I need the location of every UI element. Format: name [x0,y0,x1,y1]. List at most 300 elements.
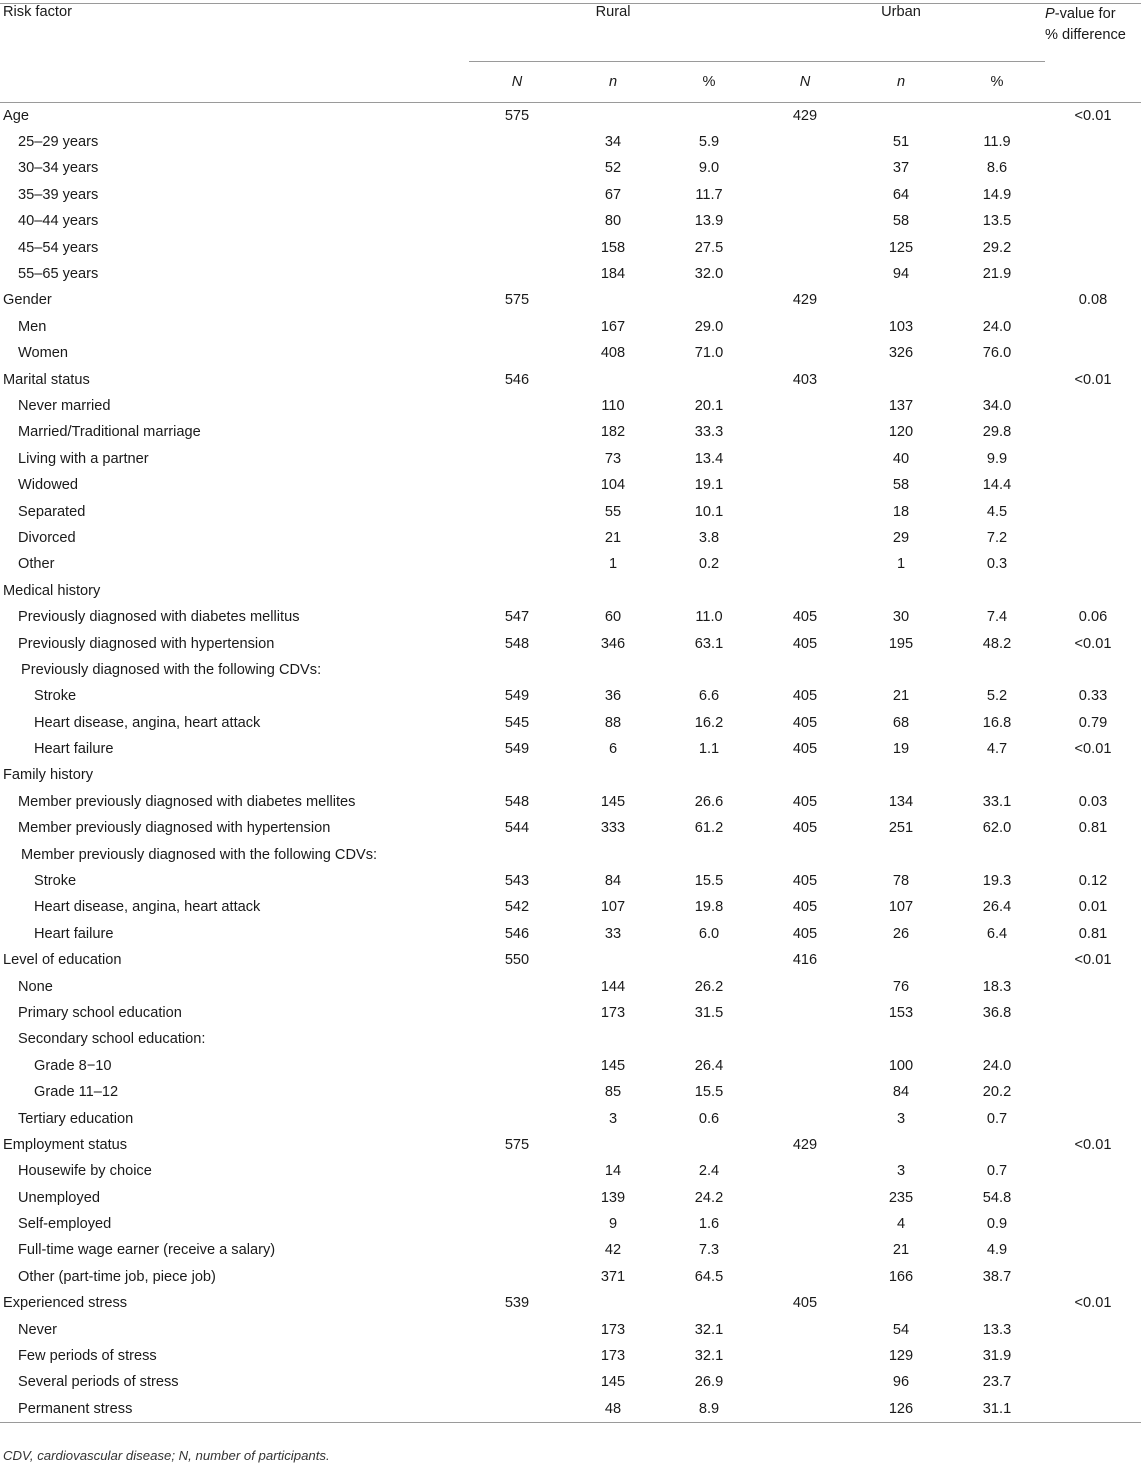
cell-risk-factor: 55–65 years [18,266,99,283]
cell-rural-pct: 8.9 [698,1400,720,1417]
cell-rural-N [469,155,565,181]
cell-pvalue [1045,1343,1141,1369]
cell-rural-n: 144 [600,978,626,995]
cell-rural-n [565,1026,661,1052]
cell-pvalue [1045,841,1141,867]
cell-risk-factor: Member previously diagnosed with the following CDVs: [21,846,378,863]
cell-urban-pct: 11.9 [983,134,1011,151]
table-section-row [0,1132,1141,1158]
cell-urban-N [757,129,853,155]
cell-urban-n: 107 [888,899,914,916]
cell-urban-pct: 20.2 [982,1084,1012,1101]
header-risk-factor: Risk factor [3,4,72,20]
cell-rural-N: 549 [504,688,530,705]
cell-risk-factor: Grade 11–12 [34,1084,119,1101]
cell-urban-n: 96 [892,1374,910,1391]
cell-urban-pct: 29.2 [982,239,1012,256]
table-section-row [0,578,1141,604]
table-section-row [0,1290,1141,1316]
cell-risk-factor: Age [3,107,29,124]
cell-pvalue [1045,1185,1141,1211]
cell-rural-n: 6 [608,741,618,758]
cell-urban-pct [949,1026,1045,1052]
cell-rural-N: 543 [504,873,530,890]
table-row [0,1000,1141,1026]
cell-urban-N: 429 [792,107,818,124]
cell-pvalue: 0.81 [1078,820,1108,837]
cell-rural-pct [661,841,757,867]
cell-urban-n: 120 [888,424,914,441]
cell-risk-factor: Living with a partner [18,450,149,467]
cell-urban-N [757,208,853,234]
cell-urban-N: 429 [792,292,818,309]
cell-risk-factor: Previously diagnosed with hypertension [18,635,275,652]
header-rural-N: N [511,74,523,90]
cell-risk-factor: Men [18,318,47,335]
cell-rural-N [469,129,565,155]
cell-rural-pct: 11.0 [695,609,723,626]
cell-urban-pct: 24.0 [982,318,1012,335]
cell-rural-N: 547 [504,609,530,626]
cell-urban-pct: 33.1 [982,793,1012,810]
cell-risk-factor: Widowed [18,477,79,494]
cell-urban-N [757,525,853,551]
cell-rural-n [565,1132,661,1158]
cell-pvalue [1045,393,1141,419]
cell-risk-factor: Family history [3,767,94,784]
table-row [0,314,1141,340]
cell-urban-N: 405 [792,820,818,837]
cell-urban-pct [949,366,1045,392]
cell-rural-N [469,393,565,419]
cell-urban-N [757,1264,853,1290]
cell-urban-N [757,1211,853,1237]
table-row [0,1396,1141,1422]
cell-rural-pct: 26.2 [694,978,724,995]
cell-rural-pct: 19.1 [694,477,724,494]
cell-pvalue: <0.01 [1074,371,1112,388]
cell-urban-n: 3 [896,1163,906,1180]
cell-risk-factor: Stroke [34,688,77,705]
cell-rural-pct: 1.6 [698,1216,720,1233]
table-row [0,921,1141,947]
header-urban: Urban [757,4,1045,62]
cell-risk-factor: Previously diagnosed with diabetes mellitus [18,609,300,626]
cell-urban-N [757,551,853,577]
cell-pvalue [1045,551,1141,577]
cell-urban-pct: 29.8 [982,424,1012,441]
cell-rural-n: 346 [600,635,626,652]
cell-rural-N [469,182,565,208]
cell-rural-N: 548 [504,635,530,652]
cell-rural-N [469,261,565,287]
cell-rural-n: 84 [604,873,622,890]
cell-urban-pct: 6.4 [986,925,1008,942]
cell-rural-N: 575 [504,107,530,124]
header-urban-pct: % [990,74,1004,90]
cell-rural-pct: 32.1 [694,1348,724,1365]
table-row [0,155,1141,181]
cell-urban-N [757,841,853,867]
cell-urban-pct: 0.9 [986,1216,1008,1233]
cell-rural-N: 549 [504,741,530,758]
cell-urban-pct: 48.2 [982,635,1012,652]
cell-urban-n [853,366,949,392]
table-row [0,841,1141,867]
cell-risk-factor: Tertiary education [18,1110,134,1127]
cell-pvalue [1045,1053,1141,1079]
cell-pvalue: <0.01 [1074,1136,1112,1153]
cell-rural-n: 67 [604,186,622,203]
cell-rural-N [469,578,565,604]
cell-rural-pct: 26.9 [694,1374,724,1391]
cell-urban-pct [949,947,1045,973]
cell-pvalue: 0.03 [1078,793,1108,810]
cell-urban-pct: 14.9 [982,186,1012,203]
table-row [0,525,1141,551]
cell-urban-N [757,973,853,999]
cell-urban-n: 103 [888,318,914,335]
table-row [0,419,1141,445]
cell-urban-n: 18 [892,503,910,520]
cell-urban-pct: 34.0 [982,397,1012,414]
cell-urban-n: 235 [888,1189,914,1206]
cell-pvalue [1045,155,1141,181]
cell-urban-N [757,393,853,419]
cell-urban-pct: 62.0 [982,820,1012,837]
cell-urban-N: 403 [792,371,818,388]
cell-rural-pct: 71.0 [694,345,724,362]
table-row [0,182,1141,208]
cell-rural-pct: 26.4 [694,1057,724,1074]
cell-rural-pct [661,947,757,973]
cell-rural-n: 1 [608,556,618,573]
cell-risk-factor: Several periods of stress [18,1374,179,1391]
cell-rural-n: 48 [604,1400,622,1417]
cell-urban-n: 251 [888,820,914,837]
table-row [0,129,1141,155]
cell-risk-factor: Housewife by choice [18,1163,152,1180]
cell-pvalue [1045,657,1141,683]
table-section-row [0,947,1141,973]
cell-risk-factor: Heart failure [34,925,114,942]
cell-urban-pct: 13.3 [982,1321,1012,1338]
cell-rural-N [469,525,565,551]
cell-urban-N [757,578,853,604]
cell-rural-n [565,762,661,788]
cell-risk-factor: Self-employed [18,1216,112,1233]
cell-rural-N [469,446,565,472]
cell-urban-pct: 31.9 [982,1348,1012,1365]
cell-rural-pct: 64.5 [694,1268,724,1285]
cell-risk-factor: 40–44 years [18,213,99,230]
cell-urban-N: 429 [792,1136,818,1153]
table-row [0,683,1141,709]
cell-urban-N [757,1026,853,1052]
cell-risk-factor: Medical history [3,582,101,599]
cell-urban-N [757,1237,853,1263]
cell-rural-pct [661,1290,757,1316]
cell-rural-n [565,947,661,973]
cell-rural-pct [661,103,757,129]
cell-risk-factor: Grade 8−10 [34,1057,112,1074]
cell-rural-pct: 24.2 [694,1189,724,1206]
cell-urban-n [853,657,949,683]
cell-pvalue: 0.12 [1078,873,1108,890]
cell-pvalue [1045,578,1141,604]
cell-pvalue [1045,973,1141,999]
cell-rural-pct [661,762,757,788]
cell-urban-N [757,1343,853,1369]
cell-pvalue [1045,762,1141,788]
cell-rural-n: 371 [600,1268,626,1285]
cell-rural-pct: 10.1 [694,503,724,520]
cell-urban-n: 68 [892,714,910,731]
cell-urban-N [757,1053,853,1079]
cell-urban-n: 1 [896,556,906,573]
cell-rural-pct: 15.5 [694,1084,724,1101]
cell-rural-N [469,1105,565,1131]
cell-urban-n: 58 [892,477,910,494]
cell-pvalue: 0.79 [1078,714,1108,731]
cell-pvalue [1045,1105,1141,1131]
table-row [0,894,1141,920]
cell-urban-N [757,762,853,788]
cell-urban-n: 84 [892,1084,910,1101]
cell-rural-N: 575 [504,1136,530,1153]
cell-urban-N [757,419,853,445]
cell-urban-N [757,1316,853,1342]
cell-rural-N: 550 [504,952,530,969]
cell-urban-pct [949,762,1045,788]
cell-urban-n: 64 [892,186,910,203]
cell-urban-n: 51 [892,134,910,151]
cell-urban-pct [949,841,1045,867]
cell-rural-n: 107 [600,899,626,916]
cell-rural-n [565,578,661,604]
table-row [0,1264,1141,1290]
cell-risk-factor: Other (part-time job, piece job) [18,1268,216,1285]
cell-urban-pct: 7.4 [986,609,1008,626]
header-rural-pct: % [702,74,716,90]
cell-rural-n: 80 [604,213,622,230]
cell-urban-N [757,1396,853,1422]
cell-rural-pct: 32.0 [694,266,724,283]
cell-urban-N: 405 [792,714,818,731]
cell-pvalue: <0.01 [1074,741,1112,758]
cell-pvalue [1045,472,1141,498]
cell-risk-factor: Secondary school education: [18,1031,206,1048]
cell-pvalue [1045,525,1141,551]
cell-urban-n: 153 [888,1004,914,1021]
cell-urban-N [757,472,853,498]
cell-rural-n: 167 [600,318,626,335]
table-row [0,973,1141,999]
cell-rural-N [469,1316,565,1342]
cell-urban-N: 405 [792,688,818,705]
cell-urban-pct: 14.4 [982,477,1012,494]
cell-urban-pct: 4.7 [986,741,1008,758]
cell-urban-N [757,657,853,683]
cell-pvalue [1045,129,1141,155]
cell-urban-n: 126 [888,1400,914,1417]
cell-rural-n: 110 [601,397,625,414]
cell-rural-N: 542 [504,899,530,916]
table-header [0,4,1141,103]
cell-rural-n: 42 [604,1242,622,1259]
table-row [0,498,1141,524]
cell-rural-N: 546 [504,925,530,942]
cell-rural-n: 104 [600,477,626,494]
cell-urban-n: 40 [892,450,910,467]
cell-urban-pct: 54.8 [982,1189,1012,1206]
cell-pvalue: 0.33 [1078,688,1108,705]
cell-rural-n: 173 [600,1321,626,1338]
cell-urban-N: 405 [792,925,818,942]
cell-pvalue: <0.01 [1074,635,1112,652]
table-row [0,1079,1141,1105]
cell-risk-factor: Heart failure [34,741,114,758]
cell-risk-factor: Member previously diagnosed with hypertension [18,820,331,837]
cell-rural-n [565,841,661,867]
cell-urban-n: 19 [892,741,910,758]
cell-urban-pct: 21.9 [982,266,1012,283]
table-section-row [0,287,1141,313]
header-pvalue-rest: -value for [1054,6,1116,22]
cell-rural-n: 36 [604,688,622,705]
cell-rural-pct: 13.9 [694,213,724,230]
cell-urban-pct: 16.8 [982,714,1012,731]
cell-rural-N [469,234,565,260]
cell-rural-N [469,498,565,524]
cell-rural-n: 52 [604,160,622,177]
cell-risk-factor: None [18,978,53,995]
header-pvalue-p: P [1045,6,1055,22]
table-row [0,208,1141,234]
cell-pvalue [1045,1079,1141,1105]
cell-urban-n: 94 [892,266,910,283]
cell-urban-n [853,1026,949,1052]
table-row [0,868,1141,894]
cell-rural-N [469,1211,565,1237]
table-row [0,261,1141,287]
cell-urban-pct: 4.5 [986,503,1008,520]
table-row [0,1316,1141,1342]
cell-rural-N [469,1264,565,1290]
cell-rural-N [469,1000,565,1026]
cell-urban-pct: 18.3 [982,978,1012,995]
header-blank [0,62,469,103]
cell-urban-pct: 7.2 [986,529,1008,546]
cell-urban-N: 405 [792,635,818,652]
cell-pvalue [1045,1211,1141,1237]
cell-risk-factor: Divorced [18,529,76,546]
cell-rural-pct: 9.0 [698,160,720,177]
cell-urban-pct: 8.6 [986,160,1008,177]
table-row [0,234,1141,260]
cell-rural-n [565,1290,661,1316]
cell-rural-n [565,366,661,392]
cell-rural-n: 60 [604,609,622,626]
cell-urban-pct: 4.9 [986,1242,1008,1259]
cell-rural-N [469,657,565,683]
cell-urban-N: 405 [792,1295,818,1312]
cell-urban-N [757,1079,853,1105]
cell-rural-pct: 11.7 [695,186,723,203]
table-row [0,1185,1141,1211]
risk-factor-table [0,3,1141,1423]
table-row [0,393,1141,419]
cell-urban-pct [949,657,1045,683]
cell-urban-n: 4 [896,1216,906,1233]
table-row [0,789,1141,815]
cell-risk-factor: Heart disease, angina, heart attack [34,899,261,916]
cell-risk-factor: Never [18,1321,57,1338]
cell-rural-pct: 20.1 [694,397,724,414]
cell-rural-n: 173 [600,1348,626,1365]
cell-urban-pct: 31.1 [982,1400,1012,1417]
cell-rural-n: 184 [600,266,626,283]
cell-rural-n: 34 [604,134,622,151]
header-urban-N: N [799,74,811,90]
cell-rural-N [469,208,565,234]
cell-rural-n: 33 [604,925,622,942]
cell-risk-factor: Experienced stress [3,1295,128,1312]
cell-risk-factor: Marital status [3,371,90,388]
cell-rural-n [565,103,661,129]
cell-risk-factor: Full-time wage earner (receive a salary) [18,1242,276,1259]
cell-urban-N: 405 [792,793,818,810]
cell-risk-factor: 30–34 years [18,160,99,177]
cell-urban-n: 195 [888,635,914,652]
table-section-row [0,762,1141,788]
cell-pvalue [1045,498,1141,524]
cell-risk-factor: Employment status [3,1136,128,1153]
cell-risk-factor: Heart disease, angina, heart attack [34,714,261,731]
cell-urban-N [757,261,853,287]
cell-rural-N [469,1343,565,1369]
cell-rural-n: 21 [604,529,622,546]
cell-rural-N [469,1185,565,1211]
cell-rural-n: 88 [604,714,622,731]
cell-pvalue: 0.06 [1078,609,1108,626]
table-row [0,1237,1141,1263]
table-section-row [0,366,1141,392]
cell-rural-n: 73 [604,450,622,467]
cell-urban-n: 137 [888,397,914,414]
cell-rural-pct [661,366,757,392]
cell-pvalue [1045,182,1141,208]
cell-rural-pct: 29.0 [694,318,724,335]
cell-urban-N [757,446,853,472]
cell-rural-pct: 3.8 [698,529,720,546]
cell-risk-factor: Level of education [3,952,122,969]
cell-urban-N [757,498,853,524]
cell-urban-n: 166 [888,1268,914,1285]
cell-urban-pct [949,1132,1045,1158]
header-pvalue [1045,4,1141,62]
cell-urban-n [853,1132,949,1158]
cell-rural-n: 182 [600,424,626,441]
cell-rural-n: 14 [604,1163,622,1180]
cell-rural-N [469,340,565,366]
cell-urban-n: 21 [892,688,910,705]
cell-pvalue [1045,234,1141,260]
header-pvalue-line2: % difference [1045,27,1126,43]
cell-urban-pct: 19.3 [982,873,1012,890]
cell-urban-pct: 0.7 [986,1163,1008,1180]
cell-pvalue [1045,261,1141,287]
